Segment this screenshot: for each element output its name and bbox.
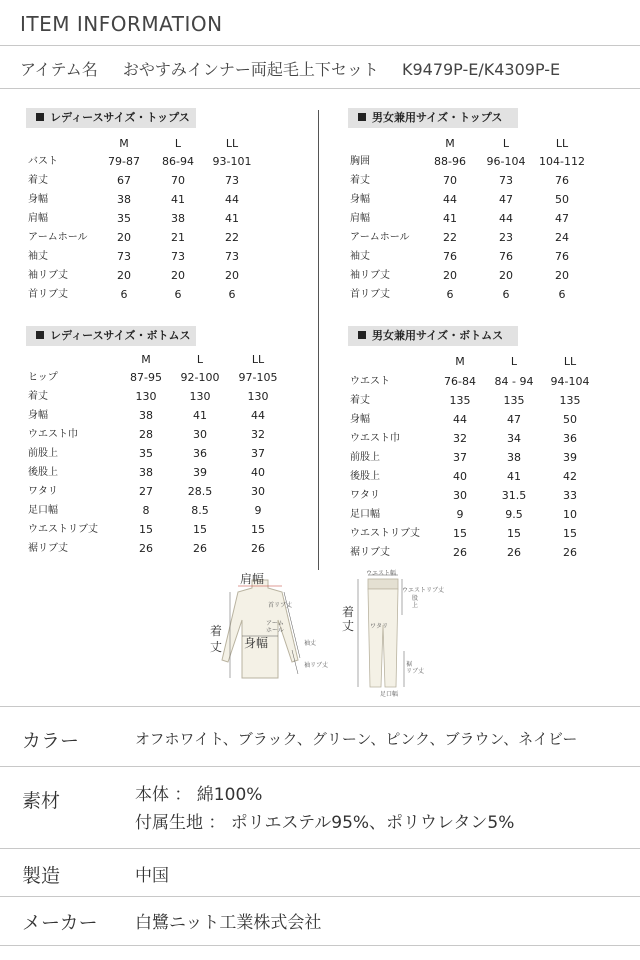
cell-value: 44 — [251, 409, 265, 422]
table-title-text: レディースサイズ・ボトムス — [50, 329, 191, 342]
cell-value: 35 — [117, 212, 131, 225]
material-line-1: 本体 ： 綿100% — [135, 785, 263, 805]
cell-value: 21 — [171, 231, 185, 244]
row-label: バスト — [28, 156, 58, 167]
size-header-l: L — [174, 137, 182, 150]
cell-value: 8 — [142, 504, 150, 517]
table-row — [348, 410, 628, 429]
cell-value: 6 — [228, 288, 236, 301]
cell-value: 39 — [563, 451, 577, 464]
cell-value: 50 — [555, 193, 569, 206]
cell-value: 47 — [499, 193, 513, 206]
color-label: カラー — [22, 730, 80, 752]
size-header-l: L — [196, 353, 204, 366]
table-row — [26, 209, 306, 228]
row-label: 着丈 — [28, 391, 48, 402]
table-row — [26, 406, 306, 425]
table-divider — [318, 110, 319, 570]
cell-value: 87-95 — [130, 371, 162, 384]
cell-value: 22 — [443, 231, 457, 244]
size-header-ll: LL — [251, 353, 265, 366]
cell-value: 38 — [139, 409, 153, 422]
table-row — [26, 171, 306, 190]
bottom-length-label-2: 丈 — [342, 619, 355, 633]
cell-value: 38 — [139, 466, 153, 479]
table-row — [348, 266, 628, 285]
table-title — [348, 108, 518, 128]
cell-value: 47 — [507, 413, 521, 426]
cell-value: 76 — [443, 250, 457, 263]
cell-value: 20 — [555, 269, 569, 282]
cell-value: 20 — [443, 269, 457, 282]
cell-value: 9 — [456, 508, 464, 521]
cell-value: 70 — [171, 174, 185, 187]
size-header-m: M — [455, 355, 465, 368]
row-label: ウエストリブ丈 — [28, 524, 98, 535]
cell-value: 35 — [139, 447, 153, 460]
table-header-row — [348, 134, 628, 153]
size-header-l: L — [502, 137, 510, 150]
length-label-2: 丈 — [210, 640, 223, 654]
cell-value: 9.5 — [505, 508, 523, 521]
length-label-1: 着 — [210, 624, 223, 638]
sleeve-label: 袖丈 — [304, 640, 317, 647]
table-row — [348, 209, 628, 228]
waist-rib-label: ウエストリブ丈 — [402, 587, 445, 594]
cell-value: 15 — [453, 527, 467, 540]
cell-value: 30 — [193, 428, 207, 441]
size-header-ll: LL — [555, 137, 569, 150]
cell-value: 26 — [507, 546, 521, 559]
table-row — [348, 467, 628, 486]
cell-value: 44 — [443, 193, 457, 206]
row-label: 後股上 — [350, 471, 380, 482]
table-row — [26, 368, 306, 387]
cell-value: 40 — [453, 470, 467, 483]
cell-value: 33 — [563, 489, 577, 502]
cell-value: 24 — [555, 231, 569, 244]
row-label: ウエスト巾 — [28, 429, 78, 440]
width-label: 身幅 — [244, 636, 269, 650]
table-row — [26, 152, 306, 171]
square-bullet-icon — [358, 113, 366, 121]
cell-value: 6 — [174, 288, 182, 301]
square-bullet-icon — [358, 331, 366, 339]
table-row — [348, 505, 628, 524]
cell-value: 41 — [171, 193, 185, 206]
row-label: 肩幅 — [28, 213, 48, 224]
table-row — [348, 247, 628, 266]
cell-value: 20 — [171, 269, 185, 282]
cell-value: 97-105 — [238, 371, 278, 384]
divider — [0, 45, 640, 46]
rise-label-2: 上 — [412, 602, 419, 609]
cell-value: 135 — [503, 394, 525, 407]
cell-value: 135 — [559, 394, 581, 407]
armhole-label-1: アーム — [266, 620, 284, 627]
cell-value: 42 — [563, 470, 577, 483]
cell-value: 50 — [563, 413, 577, 426]
row-label: ワタリ — [28, 486, 58, 497]
divider — [0, 88, 640, 89]
neck-rib-label: 首リブ丈 — [268, 602, 293, 609]
cell-value: 41 — [443, 212, 457, 225]
size-header-m: M — [141, 353, 151, 366]
table-row — [26, 228, 306, 247]
cell-value: 36 — [563, 432, 577, 445]
table-row — [26, 520, 306, 539]
table-row — [26, 463, 306, 482]
cell-value: 47 — [555, 212, 569, 225]
cell-value: 44 — [225, 193, 239, 206]
table-row — [26, 425, 306, 444]
table-row — [26, 501, 306, 520]
cell-value: 34 — [507, 432, 521, 445]
cell-value: 73 — [117, 250, 131, 263]
square-bullet-icon — [36, 331, 44, 339]
size-header-ll: LL — [563, 355, 577, 368]
table-row — [26, 266, 306, 285]
row-label: 前股上 — [350, 452, 380, 463]
table-row — [26, 444, 306, 463]
table-header-row — [348, 352, 628, 371]
cell-value: 76 — [555, 250, 569, 263]
row-label: ウエストリブ丈 — [350, 528, 420, 539]
cell-value: 76-84 — [444, 375, 476, 388]
cell-value: 84 - 94 — [494, 375, 534, 388]
cell-value: 79-87 — [108, 155, 140, 168]
table-row — [348, 190, 628, 209]
cell-value: 28 — [139, 428, 153, 441]
cell-value: 41 — [193, 409, 207, 422]
maker-row — [0, 896, 640, 946]
armhole-label-2: ホール — [266, 627, 284, 634]
cell-value: 26 — [563, 546, 577, 559]
cell-value: 96-104 — [486, 155, 526, 168]
cell-value: 104-112 — [539, 155, 585, 168]
page-title: ITEM INFORMATION — [20, 12, 223, 36]
thigh-label: ワタリ — [370, 623, 388, 630]
table-row — [26, 539, 306, 558]
row-label: 身幅 — [28, 410, 48, 421]
cell-value: 92-100 — [180, 371, 220, 384]
color-row — [0, 706, 640, 766]
table-row — [348, 524, 628, 543]
row-label: 裾リブ丈 — [350, 547, 390, 558]
cell-value: 6 — [446, 288, 454, 301]
shoulder-label: 肩幅 — [240, 572, 265, 586]
table-row — [348, 171, 628, 190]
item-code: K9479P-E/K4309P-E — [401, 60, 561, 79]
size-header-m: M — [445, 137, 455, 150]
cell-value: 44 — [453, 413, 467, 426]
cell-value: 41 — [225, 212, 239, 225]
cell-value: 20 — [225, 269, 239, 282]
cell-value: 6 — [558, 288, 566, 301]
cell-value: 22 — [225, 231, 239, 244]
row-label: 着丈 — [28, 175, 48, 186]
row-label: ワタリ — [350, 490, 380, 501]
row-label: 胸囲 — [350, 156, 370, 167]
cell-value: 26 — [193, 542, 207, 555]
cell-value: 40 — [251, 466, 265, 479]
cell-value: 20 — [117, 269, 131, 282]
table-row — [26, 247, 306, 266]
leg-opening-label: 足口幅 — [380, 691, 399, 698]
table-row — [26, 482, 306, 501]
cell-value: 73 — [225, 174, 239, 187]
table-header-row — [26, 350, 306, 369]
row-label: アームホール — [350, 232, 410, 243]
cell-value: 70 — [443, 174, 457, 187]
row-label: 前股上 — [28, 448, 58, 459]
cell-value: 67 — [117, 174, 131, 187]
row-label: ヒップ — [28, 372, 58, 383]
table-row — [348, 228, 628, 247]
cell-value: 86-94 — [162, 155, 194, 168]
cell-value: 31.5 — [501, 489, 527, 502]
cell-value: 37 — [453, 451, 467, 464]
cell-value: 130 — [189, 390, 211, 403]
cell-value: 38 — [171, 212, 185, 225]
maker-label: メーカー — [22, 912, 98, 934]
row-label: ウエスト — [350, 376, 390, 387]
row-label: 足口幅 — [28, 505, 58, 516]
cell-value: 41 — [507, 470, 521, 483]
row-label: 袖リブ丈 — [350, 270, 390, 281]
square-bullet-icon — [36, 113, 44, 121]
row-label: 身幅 — [350, 414, 370, 425]
row-label: 身幅 — [28, 194, 48, 205]
color-value: オフホワイト、ブラック、グリーン、ピンク、ブラウン、ネイビー — [135, 730, 578, 748]
table-row — [26, 387, 306, 406]
cell-value: 27 — [139, 485, 153, 498]
cell-value: 15 — [251, 523, 265, 536]
cell-value: 32 — [251, 428, 265, 441]
cell-value: 135 — [449, 394, 471, 407]
row-label: 首リブ丈 — [350, 289, 390, 300]
cell-value: 20 — [117, 231, 131, 244]
cell-value: 73 — [171, 250, 185, 263]
cell-value: 15 — [507, 527, 521, 540]
bottom-length-label-1: 着 — [342, 605, 355, 619]
row-label: 肩幅 — [350, 213, 370, 224]
table-row — [348, 391, 628, 410]
row-label: 首リブ丈 — [28, 289, 68, 300]
cell-value: 76 — [555, 174, 569, 187]
cell-value: 37 — [251, 447, 265, 460]
hem-rib-label-1: 裾 — [406, 661, 413, 668]
row-label: ウエスト巾 — [350, 433, 400, 444]
table-row — [348, 429, 628, 448]
sleeve-rib-label: 袖リブ丈 — [304, 662, 329, 669]
item-name-row — [20, 57, 560, 80]
row-label: 身幅 — [350, 194, 370, 205]
hem-rib-label-2: リブ丈 — [406, 668, 425, 675]
row-label: 裾リブ丈 — [28, 543, 68, 554]
cell-value: 15 — [563, 527, 577, 540]
cell-value: 20 — [499, 269, 513, 282]
cell-value: 94-104 — [550, 375, 590, 388]
table-row — [26, 190, 306, 209]
cell-value: 76 — [499, 250, 513, 263]
cell-value: 39 — [193, 466, 207, 479]
cell-value: 6 — [120, 288, 128, 301]
cell-value: 30 — [251, 485, 265, 498]
size-header-m: M — [119, 137, 129, 150]
cell-value: 15 — [139, 523, 153, 536]
maker-value: 白鷺ニット工業株式会社 — [135, 913, 322, 933]
table-title — [26, 326, 196, 346]
cell-value: 73 — [225, 250, 239, 263]
cell-value: 93-101 — [212, 155, 252, 168]
cell-value: 30 — [453, 489, 467, 502]
divider — [0, 945, 640, 946]
size-header-l: L — [510, 355, 518, 368]
cell-value: 15 — [193, 523, 207, 536]
cell-value: 10 — [563, 508, 577, 521]
cell-value: 9 — [254, 504, 262, 517]
made-label: 製造 — [22, 865, 61, 887]
table-row — [348, 372, 628, 391]
cell-value: 130 — [247, 390, 269, 403]
cell-value: 28.5 — [187, 485, 213, 498]
cell-value: 38 — [507, 451, 521, 464]
table-title — [348, 326, 518, 346]
table-row — [348, 486, 628, 505]
row-label: 着丈 — [350, 175, 370, 186]
table-title-text: レディースサイズ・トップス — [50, 111, 190, 124]
cell-value: 23 — [499, 231, 513, 244]
cell-value: 130 — [135, 390, 157, 403]
bottoms-illustration — [340, 565, 445, 698]
item-name-label: アイテム名 — [20, 60, 98, 79]
tops-illustration — [200, 570, 329, 690]
cell-value: 32 — [453, 432, 467, 445]
row-label: アームホール — [28, 232, 88, 243]
table-row — [26, 285, 306, 304]
cell-value: 88-96 — [434, 155, 466, 168]
material-label: 素材 — [22, 790, 61, 812]
cell-value: 6 — [502, 288, 510, 301]
waist-width-label: ウエスト幅 — [366, 570, 397, 577]
table-row — [348, 285, 628, 304]
table-row — [348, 152, 628, 171]
material-line-2: 付属生地 ： ポリエステル95%、ポリウレタン5% — [135, 813, 515, 833]
row-label: 袖リブ丈 — [28, 270, 68, 281]
cell-value: 36 — [193, 447, 207, 460]
rise-label-1: 股 — [412, 595, 419, 602]
row-label: 足口幅 — [350, 509, 380, 520]
size-header-ll: LL — [225, 137, 239, 150]
table-header-row — [26, 134, 306, 153]
row-label: 袖丈 — [28, 251, 48, 262]
table-title-text: 男女兼用サイズ・ボトムス — [372, 329, 504, 342]
cell-value: 26 — [139, 542, 153, 555]
material-row — [0, 766, 640, 848]
cell-value: 73 — [499, 174, 513, 187]
cell-value: 26 — [453, 546, 467, 559]
cell-value: 38 — [117, 193, 131, 206]
row-label: 袖丈 — [350, 251, 370, 262]
cell-value: 26 — [251, 542, 265, 555]
table-row — [348, 448, 628, 467]
item-name-value: おやすみインナー両起毛上下セット — [122, 60, 379, 79]
row-label: 後股上 — [28, 467, 58, 478]
cell-value: 44 — [499, 212, 513, 225]
table-row — [348, 543, 628, 562]
made-value: 中国 — [135, 866, 169, 886]
table-title — [26, 108, 196, 128]
row-label: 着丈 — [350, 395, 370, 406]
made-row — [0, 848, 640, 896]
table-title-text: 男女兼用サイズ・トップス — [372, 111, 503, 124]
cell-value: 8.5 — [191, 504, 209, 517]
